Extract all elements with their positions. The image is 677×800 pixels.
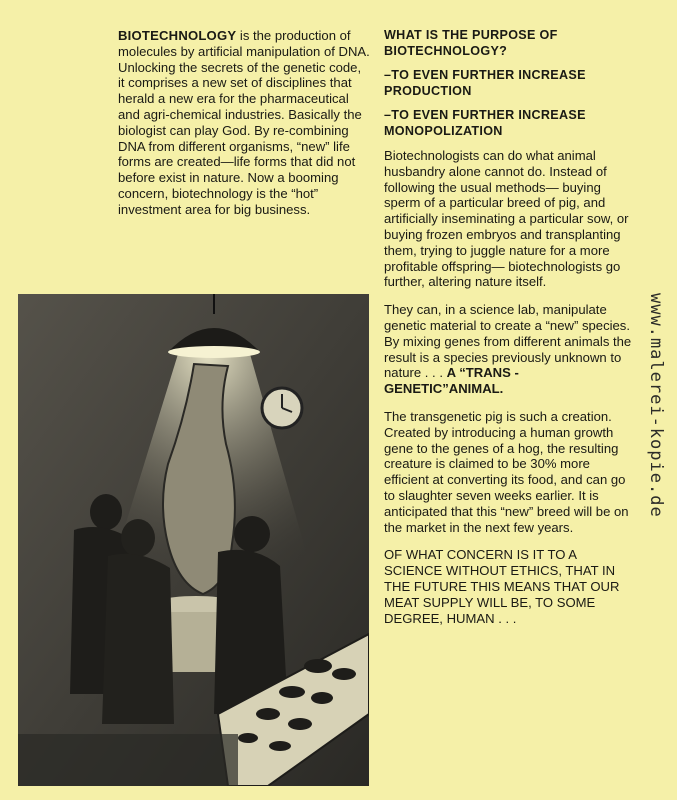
specimen-5 bbox=[256, 708, 280, 720]
monopolization-heading: –TO EVEN FURTHER INCREASE MONOPOLIZATION bbox=[384, 108, 586, 138]
painting-svg bbox=[18, 294, 369, 786]
transgenetic-pig-paragraph: The transgenetic pig is such a creation. Created by introducing a human growth gene to the genes of a hog, the resulting creature is claimed to be 30% more efficient at converting its food, and can go to slaughter seven weeks earlier. It is anticipated that this “new” breed will be on the market in the next few years. bbox=[384, 408, 629, 535]
watermark-text: www.malerei-kopie.de bbox=[646, 292, 666, 518]
specimen-3 bbox=[279, 686, 305, 698]
specimen-6 bbox=[288, 718, 312, 730]
concern-paragraph: OF WHAT CONCERN IS IT TO A SCIENCE WITHOUT ETHICS, THAT IN THE FUTURE THIS MEANS THAT OUR MEAT SUPPLY WILL BE, TO SOME DEGREE, HUMAN . . . bbox=[384, 547, 620, 626]
lab-paragraph-text: They can, in a science lab, manipulate genetic material to create a “new” species. By mixing genes from different animals the result is a species previously unknown to nature . . . bbox=[384, 302, 632, 381]
lamp-light bbox=[168, 346, 260, 358]
purpose-heading: WHAT IS THE PURPOSE OF BIOTECHNOLOGY? bbox=[384, 28, 558, 58]
scientist-head-1 bbox=[90, 494, 122, 530]
lab-paragraph bbox=[384, 302, 632, 397]
scientist-body-2 bbox=[102, 554, 174, 724]
scientist-head-2 bbox=[121, 519, 155, 557]
watermark bbox=[642, 290, 670, 520]
painting-illustration bbox=[18, 294, 369, 786]
specimen-1 bbox=[304, 659, 332, 673]
specimen-4 bbox=[311, 692, 333, 704]
transgenetic-term: A “TRANS - GENETIC”ANIMAL. bbox=[384, 365, 519, 397]
left-column bbox=[118, 28, 370, 218]
intro-paragraph bbox=[118, 28, 370, 218]
specimen-7 bbox=[269, 741, 291, 751]
production-heading: –TO EVEN FURTHER INCREASE PRODUCTION bbox=[384, 68, 586, 98]
right-column bbox=[384, 28, 632, 638]
husbandry-paragraph: Biotechnologists can do what animal husbandry alone cannot do. Instead of following the usual methods— buying sperm of a particular breed of pig, and artificially inseminating a particular sow, or buying frozen embryos and transplanting them, trying to juggle nature for a more profitable offspring— biotechnologists go further, altering nature itself. bbox=[384, 148, 629, 290]
specimen-8 bbox=[238, 733, 258, 743]
intro-body: is the production of molecules by artificial manipulation of DNA. Unlocking the secrets of the genetic code, it comprises a new set of disciplines that herald a new era for the pharmaceutical and agri-chemical industries. Basically the biologist can play God. By re-combining DNA from different organisms, “new” life forms are created—life forms that did not before exist in nature. Now a booming concern, biotechnology is the “hot” investment area for big business. bbox=[118, 28, 370, 217]
floor-shadow bbox=[18, 734, 238, 786]
specimen-2 bbox=[332, 668, 356, 680]
scientist-head-3 bbox=[234, 516, 270, 552]
intro-keyword: BIOTECHNOLOGY bbox=[118, 28, 237, 43]
